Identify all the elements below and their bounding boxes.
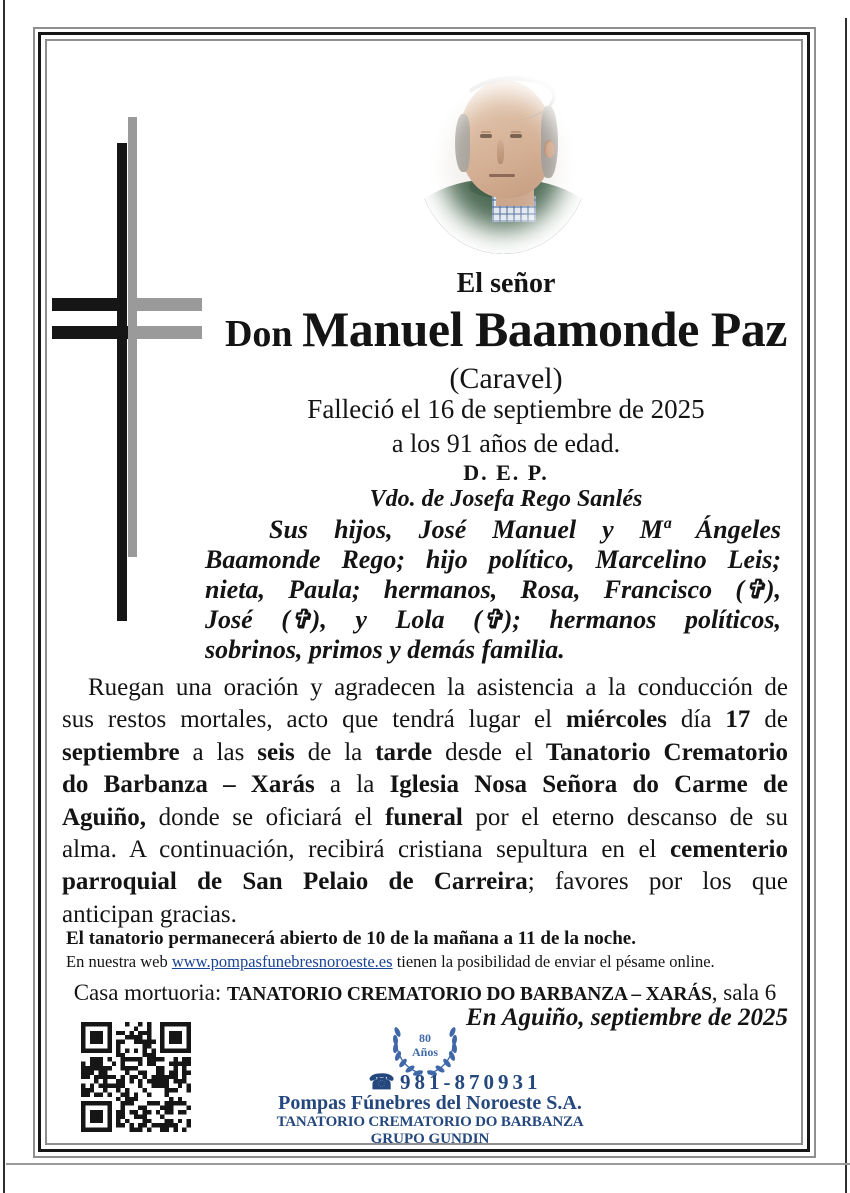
mortuary-name: TANATORIO CREMATORIO DO BARBANZA – XARÁS xyxy=(226,984,712,1005)
age-line: a los 91 años de edad. xyxy=(391,429,621,458)
nickname: (Caravel) xyxy=(449,362,563,395)
mortuary-room: , sala 6 xyxy=(711,980,777,1005)
text-line: nieta, Paula; hermanos, Rosa, Francisco (✞), xyxy=(205,575,781,604)
text-line: sus restos mortales, acto que tendrá lugar el miércoles día 17 de xyxy=(62,706,788,734)
text-line: do Barbanza – Xarás a la Iglesia Nosa Señora do Carme de xyxy=(62,771,788,799)
cross-arm-black-upper xyxy=(52,298,127,311)
cross-post-black xyxy=(117,143,127,621)
facility-name: TANATORIO CREMATORIO DO BARBANZA xyxy=(276,1114,584,1130)
text-line: sobrinos, primos y demás familia. xyxy=(205,635,565,664)
cross-arm-gray-upper xyxy=(132,298,202,311)
scan-edge-left xyxy=(3,0,5,1193)
death-date-line: Falleció el 16 de septiembre de 2025 xyxy=(307,394,705,424)
tanatorio-hours-line: El tanatorio permanecerá abierto de 10 de la mañana a 11 de la noche. xyxy=(66,928,636,949)
text-line: Sus hijos, José Manuel y Mª Ángeles xyxy=(269,515,781,544)
text-line: José (✞), y Lola (✞); hermanos políticos, xyxy=(205,605,781,634)
text-line: alma. A continuación, recibirá cristiana sepultura en el cementerio xyxy=(62,836,788,864)
funeral-company-name: Pompas Fúnebres del Noroeste S.A. xyxy=(278,1092,582,1114)
group-name: GRUPO GUNDIN xyxy=(370,1131,490,1147)
text-line: anticipan gracias. xyxy=(62,900,237,928)
portrait-vignette xyxy=(417,68,589,254)
anniversary-word: Años xyxy=(411,1045,438,1059)
text-line: Baamonde Rego; hijo político, Marcelino Leis; xyxy=(205,545,781,574)
deceased-name xyxy=(212,300,800,371)
phone-number: 981-870931 xyxy=(399,1070,542,1094)
cross-arm-gray-lower xyxy=(132,326,202,339)
mortuary-line xyxy=(62,980,788,1006)
text-line: septiembre a las seis de la tarde desde el Tanatorio Crematorio xyxy=(62,738,788,766)
text-line: Aguiño, donde se oficiará el funeral por el eterno descanso de su xyxy=(62,803,788,831)
phone-icon: ☎ xyxy=(368,1070,395,1094)
scan-edge-bottom xyxy=(6,1163,850,1165)
web-line-suffix: tienen la posibilidad de enviar el pésame online. xyxy=(392,952,715,971)
scan-edge-right xyxy=(845,18,847,1193)
honorific: Don xyxy=(224,313,303,355)
web-line-prefix: En nuestra web xyxy=(66,952,172,971)
full-name: Manuel Baamonde Paz xyxy=(302,301,787,357)
text-line: parroquial de San Pelaio de Carreira; favores por los que xyxy=(62,868,788,896)
widower-line: Vdo. de Josefa Rego Sanlés xyxy=(369,486,643,512)
web-condolences-line xyxy=(66,952,715,972)
anniversary-number: 80 xyxy=(419,1031,431,1045)
dep-line: D. E. P. xyxy=(463,460,549,485)
text-line: Ruegan una oración y agradecen la asistencia a la conducción de xyxy=(88,674,788,701)
announcement-paragraph xyxy=(62,672,788,931)
mortuary-label: Casa mortuoria: xyxy=(73,980,227,1005)
website-link[interactable]: www.pompasfunebresnoroeste.es xyxy=(171,952,393,971)
family-paragraph xyxy=(205,515,781,665)
cross-post-gray xyxy=(128,117,137,557)
deceased-portrait-photo xyxy=(417,68,589,254)
place-date-line: En Aguiño, septiembre de 2025 xyxy=(465,1004,788,1031)
pre-title: El señor xyxy=(456,268,556,299)
